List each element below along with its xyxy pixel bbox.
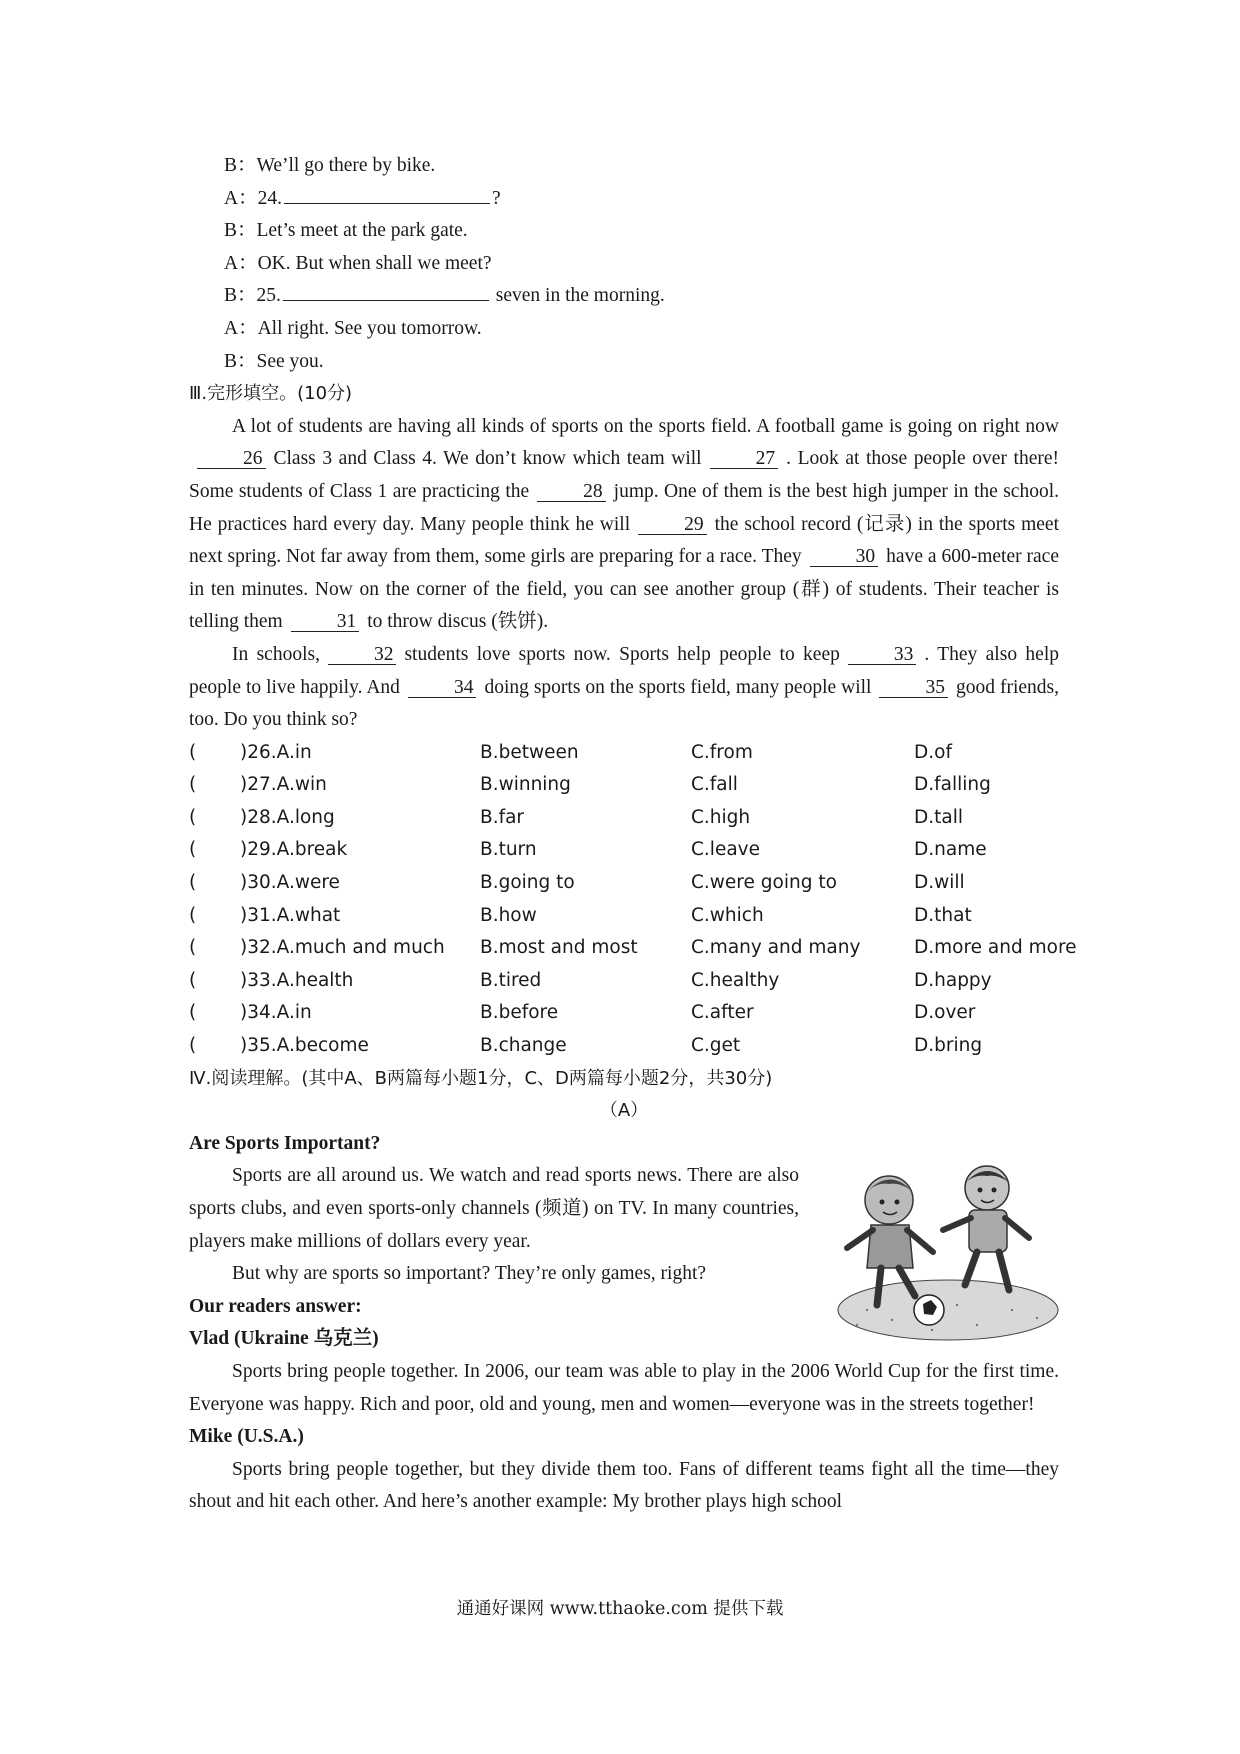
utterance: All right. See you tomorrow. bbox=[257, 317, 482, 339]
option-c: C.fall bbox=[691, 774, 738, 796]
cloze-text: have a 600-meter race in ten minutes. Now on the corner of the field, you can see another group (群) of students. Their teacher is telling them bbox=[189, 546, 1059, 633]
option-row bbox=[189, 932, 1077, 965]
answer-paren[interactable]: ( bbox=[189, 937, 197, 959]
dialogue-line bbox=[189, 346, 1059, 379]
speaker: A： bbox=[224, 252, 258, 274]
question-number: 24. bbox=[257, 187, 282, 209]
cloze-blank-29[interactable]: 29 bbox=[638, 515, 707, 535]
answer-paren[interactable]: ( bbox=[189, 872, 197, 894]
answer-paren[interactable]: ( bbox=[189, 806, 197, 828]
page-content bbox=[189, 150, 1077, 1519]
cloze-paragraph-2 bbox=[189, 639, 1059, 737]
option-a: )32.A.much and much bbox=[240, 937, 445, 959]
cloze-text: students love sports now. Sports help people to keep bbox=[404, 643, 840, 665]
dialogue-line bbox=[189, 150, 1059, 183]
option-b: B.turn bbox=[480, 839, 537, 861]
utterance: We’ll go there by bike. bbox=[256, 155, 436, 176]
option-b: B.far bbox=[480, 806, 525, 828]
option-a: )35.A.become bbox=[240, 1035, 369, 1057]
option-b: B.most and most bbox=[480, 937, 638, 959]
cloze-text: to throw discus (铁饼). bbox=[367, 611, 549, 633]
option-c: C.get bbox=[691, 1035, 741, 1057]
option-a: )27.A.win bbox=[240, 774, 327, 796]
utterance-end: seven in the morning. bbox=[490, 285, 665, 307]
option-d: D.bring bbox=[914, 1035, 983, 1057]
option-a: )26.A.in bbox=[240, 741, 312, 763]
cloze-text: In schools, bbox=[232, 643, 320, 665]
option-row bbox=[189, 737, 1059, 770]
dialogue-line bbox=[189, 215, 1059, 248]
question-number: 25. bbox=[256, 285, 281, 307]
option-row bbox=[189, 900, 1059, 933]
option-c: C.leave bbox=[691, 839, 760, 861]
cloze-text: . They also help people to live happily. And bbox=[189, 643, 1059, 698]
option-a: )28.A.long bbox=[240, 806, 335, 828]
cloze-blank-35[interactable]: 35 bbox=[879, 678, 948, 698]
reader-vlad-answer: Sports bring people together. In 2006, our team was able to play in the 2006 World Cup for the first time. Everyone was happy. Rich and poor, old and young, men and women—everyone was in the streets together! bbox=[189, 1360, 1059, 1415]
speaker: B： bbox=[224, 220, 257, 242]
passage-title: Are Sports Important? bbox=[189, 1132, 381, 1154]
option-row bbox=[189, 1030, 1059, 1063]
dialogue-line bbox=[189, 183, 1059, 216]
cloze-blank-26[interactable]: 26 bbox=[197, 449, 266, 469]
answer-paren[interactable]: ( bbox=[189, 904, 197, 926]
option-d: D.that bbox=[914, 904, 972, 926]
answer-paren[interactable]: ( bbox=[189, 1035, 197, 1057]
cloze-blank-27[interactable]: 27 bbox=[710, 449, 779, 469]
option-c: C.after bbox=[691, 1002, 754, 1024]
option-d: D.happy bbox=[914, 969, 992, 991]
option-row bbox=[189, 802, 1059, 835]
option-c: C.healthy bbox=[691, 969, 780, 991]
option-row bbox=[189, 867, 1059, 900]
option-d: D.of bbox=[914, 741, 952, 763]
option-d: D.will bbox=[914, 872, 965, 894]
answer-paren[interactable]: ( bbox=[189, 774, 197, 796]
cloze-text: Class 3 and Class 4. We don’t know which team will bbox=[273, 448, 702, 470]
cloze-blank-31[interactable]: 31 bbox=[291, 612, 360, 632]
option-c: C.which bbox=[691, 904, 764, 926]
utterance-end: ? bbox=[491, 187, 501, 209]
option-a: )33.A.health bbox=[240, 969, 354, 991]
speaker: A： bbox=[224, 317, 258, 339]
option-b: B.between bbox=[480, 741, 579, 763]
cloze-blank-30[interactable]: 30 bbox=[810, 547, 879, 567]
speaker: A： bbox=[224, 187, 258, 209]
answer-paren[interactable]: ( bbox=[189, 741, 197, 763]
answer-blank[interactable] bbox=[284, 183, 490, 204]
option-b: B.tired bbox=[480, 969, 542, 991]
passage-intro-block bbox=[189, 1160, 1059, 1356]
answer-paren[interactable]: ( bbox=[189, 969, 197, 991]
speaker: B： bbox=[224, 285, 257, 307]
option-row bbox=[189, 834, 1059, 867]
cloze-text: good friends, too. Do you think so? bbox=[189, 676, 1059, 731]
option-d: D.name bbox=[914, 839, 987, 861]
cloze-options bbox=[189, 737, 1077, 1063]
answer-blank[interactable] bbox=[283, 280, 489, 301]
option-a: )34.A.in bbox=[240, 1002, 312, 1024]
option-d: D.tall bbox=[914, 806, 963, 828]
cloze-text: jump. One of them is the best high jumper in the school. He practices hard every day. Many people think he will bbox=[189, 480, 1059, 535]
cloze-blank-34[interactable]: 34 bbox=[408, 678, 477, 698]
option-b: B.winning bbox=[480, 774, 571, 796]
page-footer: 通通好课网 www.tthaoke.com 提供下载 bbox=[456, 1599, 784, 1619]
part-label: （A） bbox=[599, 1100, 649, 1122]
option-d: D.more and more bbox=[914, 937, 1077, 959]
dialogue-line bbox=[189, 313, 1059, 346]
dialogue-line bbox=[189, 280, 1059, 313]
section-3-heading: Ⅲ.完形填空。(10分) bbox=[189, 383, 353, 405]
utterance: Let’s meet at the park gate. bbox=[256, 220, 468, 242]
answer-paren[interactable]: ( bbox=[189, 839, 197, 861]
option-c: C.from bbox=[691, 741, 753, 763]
section-4-heading: Ⅳ.阅读理解。(其中A、B两篇每小题1分，C、D两篇每小题2分，共30分) bbox=[189, 1067, 773, 1089]
cloze-text: . Look at those people over there! Some students of Class 1 are practicing the bbox=[189, 448, 1059, 502]
option-b: B.going to bbox=[480, 872, 575, 894]
option-c: C.were going to bbox=[691, 872, 837, 894]
option-row bbox=[189, 965, 1059, 998]
cloze-blank-28[interactable]: 28 bbox=[537, 482, 606, 502]
utterance: See you. bbox=[256, 350, 324, 372]
option-a: )31.A.what bbox=[240, 904, 341, 926]
option-a: )30.A.were bbox=[240, 872, 340, 894]
option-row bbox=[189, 997, 1059, 1030]
reader-vlad-name: Vlad (Ukraine 乌克兰) bbox=[189, 1328, 379, 1350]
speaker: B： bbox=[224, 350, 257, 372]
option-d: D.over bbox=[914, 1002, 976, 1024]
intro-paragraph-2: But why are sports so important? They’re only games, right? bbox=[232, 1263, 707, 1285]
cloze-text: doing sports on the sports field, many people will bbox=[484, 676, 872, 698]
option-row bbox=[189, 769, 1059, 802]
intro-paragraph-1: Sports are all around us. We watch and read sports news. There are also sports clubs, and even sports-only channels (频道) on TV. In many countries, players make millions of dollars every year. bbox=[189, 1165, 799, 1252]
option-b: B.how bbox=[480, 904, 537, 926]
cloze-paragraph-1 bbox=[189, 411, 1059, 639]
option-c: C.many and many bbox=[691, 937, 861, 959]
option-d: D.falling bbox=[914, 774, 991, 796]
option-b: B.before bbox=[480, 1002, 559, 1024]
option-b: B.change bbox=[480, 1035, 567, 1057]
reader-mike-name: Mike (U.S.A.) bbox=[189, 1426, 304, 1448]
reader-mike-answer: Sports bring people together, but they divide them too. Fans of different teams fight all the time—they shout and hit each other. And here’s another example: My brother plays high school bbox=[189, 1458, 1059, 1513]
option-a: )29.A.break bbox=[240, 839, 348, 861]
cloze-blank-32[interactable]: 32 bbox=[328, 645, 397, 665]
two-boys-playing-football-illustration bbox=[837, 1160, 1059, 1342]
cloze-text: A lot of students are having all kinds of sports on the sports field. A football game is going on right now bbox=[232, 415, 1059, 437]
dialogue-line bbox=[189, 248, 1059, 281]
dialogue bbox=[189, 150, 1059, 378]
option-c: C.high bbox=[691, 806, 751, 828]
cloze-blank-33[interactable]: 33 bbox=[848, 645, 917, 665]
cloze-text: the school record (记录) in the sports meet next spring. Not far away from them, some girls are preparing for a race. They bbox=[189, 513, 1059, 568]
utterance: OK. But when shall we meet? bbox=[257, 252, 492, 274]
speaker: B： bbox=[224, 155, 257, 176]
readers-heading: Our readers answer: bbox=[189, 1295, 362, 1317]
answer-paren[interactable]: ( bbox=[189, 1002, 197, 1024]
